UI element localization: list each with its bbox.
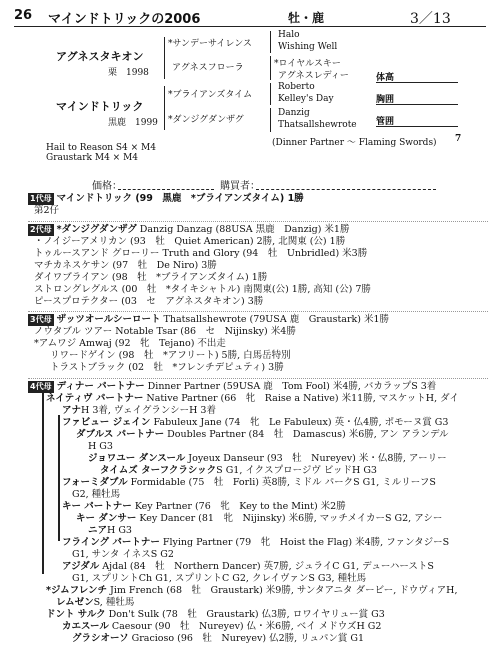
horse-name-bold: ネイティヴ パートナー [46, 393, 144, 404]
horse-name-bold: ファビュー ジェイン [62, 417, 151, 428]
dam4-tree-line [42, 392, 44, 574]
dds: Danzig [278, 108, 310, 118]
sire-name: アグネスタキオン [56, 50, 144, 63]
height-label: 体高 [376, 73, 395, 83]
dam3-row [28, 314, 389, 326]
dam3-text: ザッツオールシーロート Thatsallshewrote (79USA 鹿 Graustark) 米1勝 [56, 314, 390, 325]
dam-dam: *ダンジグダンザグ [168, 115, 244, 125]
buyer-label: 購買者： [220, 181, 260, 192]
horse-name-bold: カエスール [62, 621, 109, 632]
ddd: Thatsallshewrote [278, 120, 357, 130]
horse-name-bold: フライング パートナー [62, 537, 160, 548]
dam4-text: ディナー パートナー Dinner Partner (59USA 鹿 Tom Fool) 米4勝, バカラップS 3着 [56, 381, 437, 392]
family-note: (Dinner Partner ～ Flaming Swords) [272, 138, 437, 148]
horse-name-bold: ザッツオールシーロート [56, 314, 161, 325]
dss: Roberto [278, 82, 315, 92]
header-underline [14, 26, 486, 27]
dam4-item: ネイティヴ パートナー Native Partner (66 牝 Raise a Native) 米11勝, マスケットH, ダイ [46, 393, 459, 404]
dam2-item: ピースプロテクター (03 セ アグネスタキオン) 3勝 [34, 296, 264, 307]
inbreeding-2: Graustark M4 × M4 [46, 153, 139, 163]
bracket-dd [270, 108, 271, 132]
dam2-item: マチカネスケサン (97 牡 De Niro) 3勝 [34, 260, 217, 271]
dam-sire: *ブライアンズタイム [168, 90, 253, 100]
horse-name-bold: ドント サルク [46, 609, 106, 620]
price-label: 価格： [92, 181, 122, 192]
separator-3 [28, 378, 488, 379]
horse-name-bold: キー パートナー [62, 501, 132, 512]
horse-name: マインドトリックの2006 [48, 12, 201, 27]
bracket-ds [270, 83, 271, 105]
dam3-label: 3代母 [30, 315, 52, 324]
bracket-dam [164, 86, 165, 130]
lot-number: 26 [14, 8, 33, 23]
family-number: 7 [455, 134, 462, 144]
dam4-item: キー ダンサー Key Dancer (81 牝 Nijinsky) 米6勝, マッチメイカーS G2, アシー [76, 513, 443, 524]
dam1-label: 1代母 [30, 194, 52, 203]
sdd: アグネスレディー [278, 71, 349, 81]
dam3-item: リワードゲイン (98 牡 *アフリート) 5勝, 白馬岳特別 [50, 350, 291, 361]
bracket-sd [270, 56, 271, 80]
dam4-item: タイムズ ターフクラシックS G1, イクスプロージヴ ビッドH G3 [100, 465, 377, 476]
horse-name-bold: アナ [62, 405, 82, 416]
sds: *ロイヤルスキー [274, 59, 341, 69]
bracket-ss [270, 31, 271, 53]
dam4-item: G1, スプリントCh G1, スプリントC G2, クレイヴァンS G3, 種牡馬 [72, 573, 367, 584]
dam2-row [28, 224, 349, 236]
inbreeding-1: Hail to Reason S4 × M4 [46, 143, 156, 153]
dam4-tree-line [58, 415, 60, 541]
horse-name-bold: *ダンジグダンザグ [56, 224, 137, 235]
cannon-label: 管囲 [376, 117, 395, 127]
dam1-text: マインドトリック (99 黒鹿 *ブライアンズタイム) 1勝 [56, 193, 304, 204]
dam4-item: ニアH G3 [88, 525, 132, 536]
dam4-item: ダブルス パートナー Doubles Partner (84 牡 Damascus) 米6勝, アン アランデル [76, 429, 449, 440]
dam2-item: ・ノイジーアメリカン (93 牡 Quiet American) 2勝, 北関東 (公) 1勝 [34, 236, 346, 247]
dam4-item: ジョワユー ダンスール Joyeux Danseur (93 牡 Nureyev) 米・仏8勝, アーリー [88, 453, 447, 464]
dam4-item: フォーミダブル Formidable (75 牡 Forli) 英8勝, ミドル パークS G1, ミルリーフS [62, 477, 436, 488]
dam3-item: トラストブラック (02 牡 *フレンチデピュティ) 3勝 [50, 362, 284, 373]
dam4-label: 4代母 [30, 382, 52, 391]
sire-color-year: 栗 1998 [108, 68, 149, 78]
separator-1 [28, 221, 488, 222]
cannon-line [376, 126, 458, 127]
buyer-line [256, 189, 436, 190]
dam-color-year: 黒鹿 1999 [108, 118, 158, 128]
girth-line [376, 104, 458, 105]
dam2-item: トゥルースアンド グローリー Truth and Glory (94 牡 Unbridled) 米3勝 [34, 248, 368, 259]
dam4-item: ドント サルク Don't Sulk (78 牡 Graustark) 仏3勝, ロワイヤリュー賞 G3 [46, 609, 385, 620]
horse-name-bold: ダブルス パートナー [76, 429, 165, 440]
dam4-item: キー パートナー Key Partner (76 牝 Key to the Mint) 米2勝 [62, 501, 346, 512]
sire-sire: *サンデーサイレンス [168, 39, 252, 49]
dam3-item: *アムワジ Amwaj (92 牝 Tejano) 不出走 [34, 338, 226, 349]
dsd: Kelley's Day [278, 94, 334, 104]
price-line [118, 189, 214, 190]
dam4-item: *ジムフレンチ Jim French (68 牡 Graustark) 米9勝, サンタアニタ ダービー, ドウヴィアH, [46, 585, 458, 596]
ssd: Wishing Well [278, 42, 338, 52]
dam4-item: グラシオーソ Gracioso (96 牡 Nureyev) 仏2勝, リュパン賞 G1 [72, 633, 365, 644]
dam4-item: ファビュー ジェイン Fabuleux Jane (74 牝 Le Fabuleux) 英・仏4勝, ポモーヌ賞 G3 [62, 417, 449, 428]
sex-color: 牡・鹿 [288, 11, 325, 25]
girth-label: 胸囲 [376, 95, 395, 105]
dam2-item: ダイワブライアン (98 牡 *ブライアンズタイム) 1勝 [34, 272, 268, 283]
dam4-item: レムゼンS, 種牡馬 [56, 597, 135, 608]
dam4-item: アナH 3着, ヴェイグランシーH 3着 [62, 405, 216, 416]
dam1-row [28, 193, 304, 205]
sss: Halo [278, 30, 300, 40]
dam1-sub: 第2仔 [34, 205, 60, 216]
dam4-item: H G3 [88, 441, 113, 452]
horse-name-bold: キー ダンサー [76, 513, 137, 524]
catalog-date: 3／13 [410, 11, 451, 27]
dam3-item: ノウタブル ツアー Notable Tsar (86 セ Nijinsky) 米4勝 [34, 326, 296, 337]
horse-name-bold: フォーミダブル [62, 477, 128, 488]
horse-name-bold: ディナー パートナー [56, 381, 145, 392]
height-line [376, 82, 458, 83]
dam4-item: アジダル Ajdal (84 牡 Northern Dancer) 英7勝, ジュライC G1, デューハーストS [62, 561, 434, 572]
horse-name-bold: レムゼン [56, 597, 94, 608]
dam2-text: *ダンジグダンザグ Danzig Danzag (88USA 黒鹿 Danzig) 米1勝 [56, 224, 350, 235]
dam4-item: G2, 種牡馬 [72, 489, 121, 500]
dam4-item: フライング パートナー Flying Partner (79 牝 Hoist the Flag) 米4勝, ファンタジーS [62, 537, 450, 548]
dam4-item: G1, サンタ イネスS G2 [72, 549, 174, 560]
horse-name-bold: *ジムフレンチ [46, 585, 107, 596]
dam2-label: 2代母 [30, 225, 52, 234]
horse-name-bold: アジダル [62, 561, 100, 572]
dam4-row [28, 381, 436, 393]
dam2-item: ストロングレグルス (00 牡 *タイキシャトル) 南関東(公) 1勝, 高知 (公) 7勝 [34, 284, 371, 295]
dam-name: マインドトリック [56, 100, 144, 113]
horse-name-bold: グラシオーソ [72, 633, 129, 644]
separator-2 [28, 311, 488, 312]
horse-name-bold: タイムズ ターフクラシック [100, 465, 217, 476]
sire-dam: アグネスフローラ [172, 63, 244, 73]
horse-name-bold: ジョワユー ダンスール [88, 453, 186, 464]
dam4-item: カエスール Caesour (90 牡 Nureyev) 仏・米6勝, ベイ メドウズH G2 [62, 621, 382, 632]
bracket-sire [164, 37, 165, 79]
horse-name-bold: ニア [88, 525, 108, 536]
